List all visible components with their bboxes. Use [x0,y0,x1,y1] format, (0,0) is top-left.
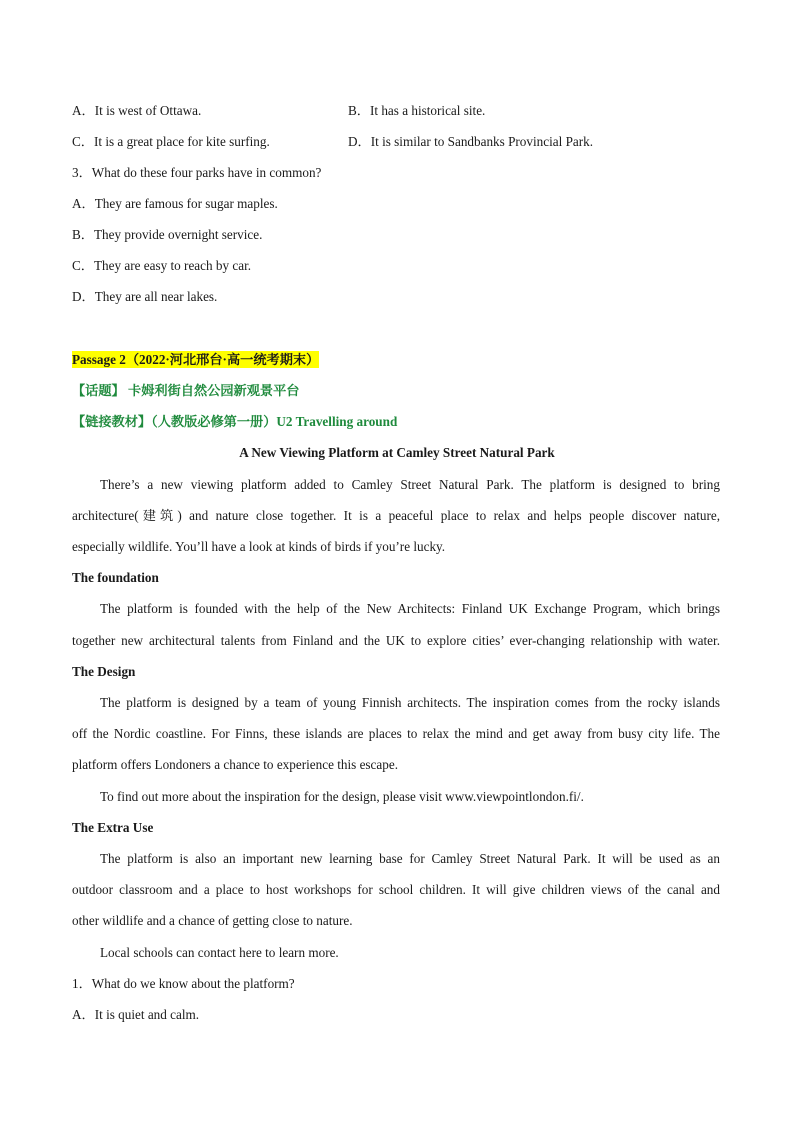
p2-line-1: The platform is founded with the help of the New Architects: Finland UK Exchange Program, which brings [100,601,720,616]
q3-option-c: C．They are easy to reach by car. [72,258,252,273]
p4-line: To find out more about the inspiration for the design, please visit www.viewpointlondon.fi/. [100,789,584,804]
p3-line-1: The platform is designed by a team of young Finnish architects. The inspiration comes from the rocky islands [100,695,720,710]
p5-line-2: outdoor classroom and a place to host workshops for school children. It will give children views of the canal and [72,882,720,897]
p6-line: Local schools can contact here to learn more. [100,945,339,960]
q2-option-a: A．It is west of Ottawa. [72,103,202,118]
textbook-link-line: 【链接教材】（人教版必修第一册）U2 Travelling around [72,414,398,429]
passage-heading-text: Passage 2（2022·河北邢台·高一统考期末） [72,352,320,367]
p3-line-2: off the Nordic coastline. For Finns, these islands are places to relax the mind and get away from busy city life. The [72,726,720,741]
q1-stem: 1．What do we know about the platform? [72,976,295,991]
topic-line: 【话题】 卡姆利街自然公园新观景平台 [72,383,300,398]
p1-line-1: There’s a new viewing platform added to Camley Street Natural Park. The platform is designed to bring [100,477,720,492]
q3-option-d: D．They are all near lakes. [72,289,218,304]
p1-line-3: especially wildlife. You’ll have a look at kinds of birds if you’re lucky. [72,539,446,554]
p5-line-3: other wildlife and a chance of getting close to nature. [72,913,353,928]
p2-line-2: together new architectural talents from Finland and the UK to explore cities’ ever-changing relationship with water. [72,633,720,648]
section-heading-extra-use: The Extra Use [72,820,154,835]
p3-line-3: platform offers Londoners a chance to experience this escape. [72,757,399,772]
section-heading-design: The Design [72,664,136,679]
section-heading-foundation: The foundation [72,570,159,585]
q3-stem: 3．What do these four parks have in common? [72,165,322,180]
q3-option-b: B．They provide overnight service. [72,227,263,242]
q2-option-d: D．It is similar to Sandbanks Provincial Park. [348,134,594,149]
q1-option-a: A．It is quiet and calm. [72,1007,200,1022]
p5-line-1: The platform is also an important new learning base for Camley Street Natural Park. It will be used as an [100,851,720,866]
q2-option-b: B．It has a historical site. [348,103,486,118]
article-title: A New Viewing Platform at Camley Street Natural Park [239,445,555,460]
q3-option-a: A．They are famous for sugar maples. [72,196,278,211]
q2-option-c: C．It is a great place for kite surfing. [72,134,270,149]
passage-heading [72,351,319,369]
p1-line-2: architecture(建筑) and nature close together. It is a peaceful place to relax and helps people discover nature, [72,508,720,523]
